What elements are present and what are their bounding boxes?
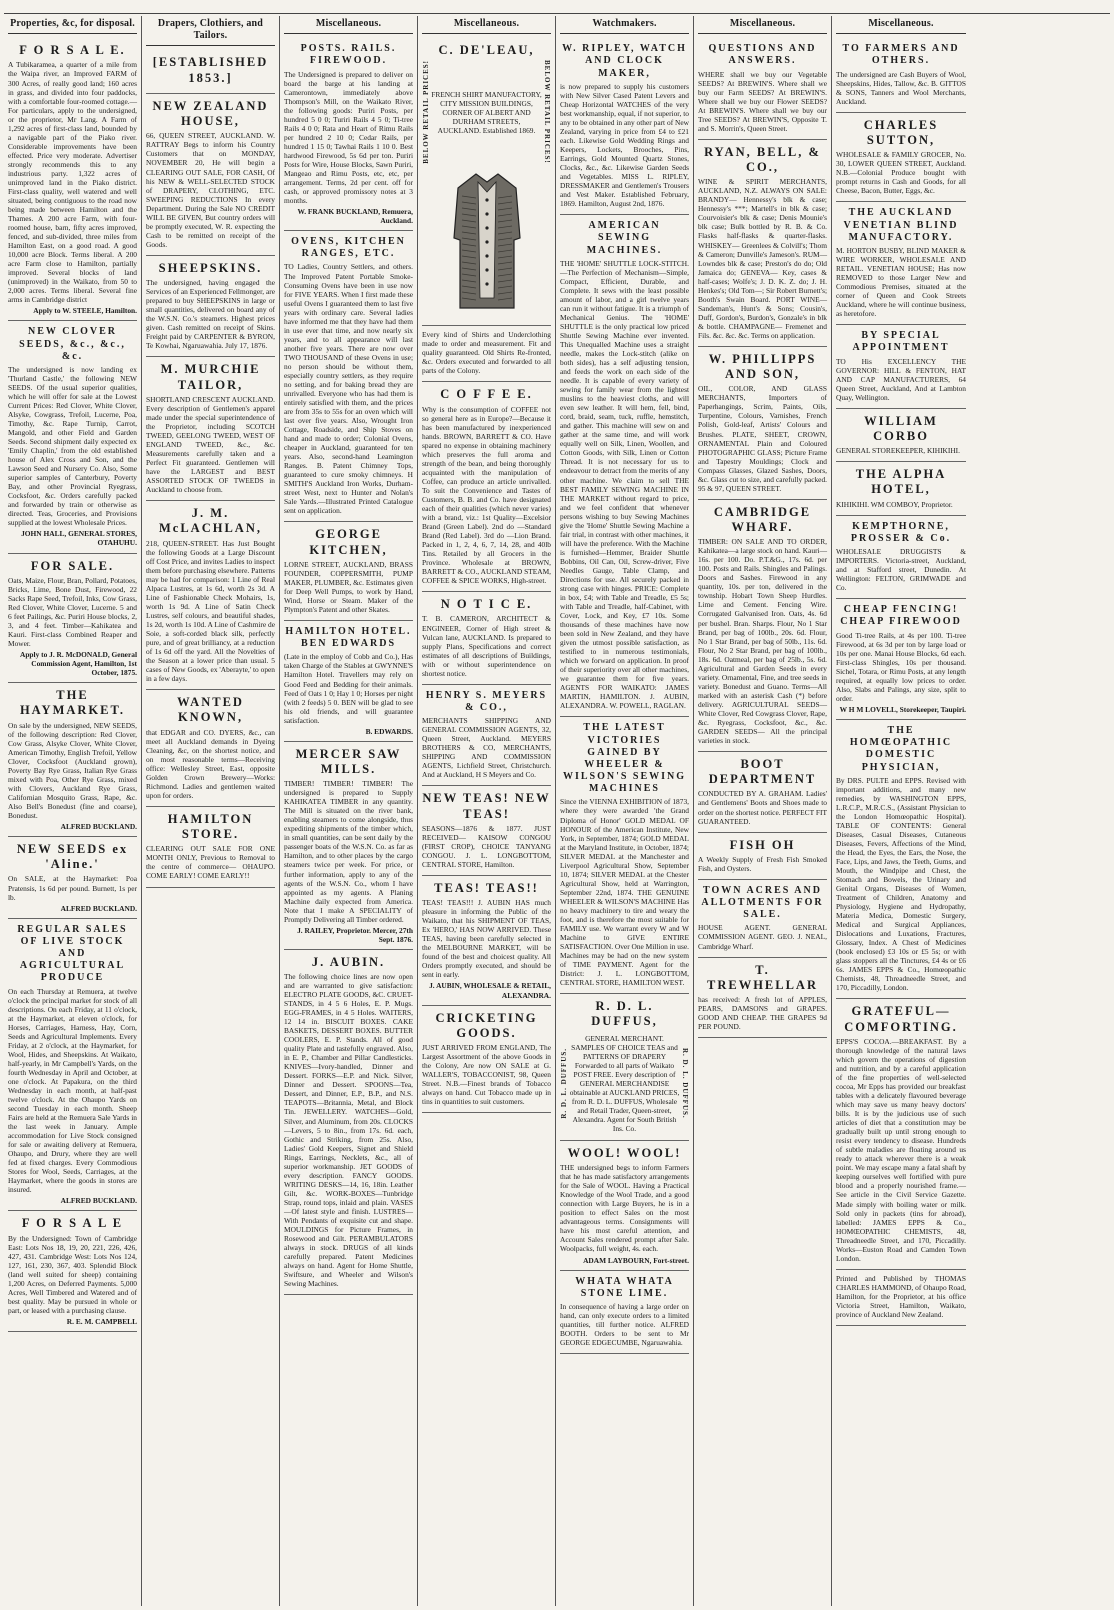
column-6 xyxy=(694,16,832,1606)
advertisement-title: F O R S A L E. xyxy=(19,43,126,58)
advertisement xyxy=(560,38,689,215)
advertisement-body: JUST ARRIVED FROM ENGLAND, The Largest Assortment of the above Goods in the Colony, Are now ON SALE at G. WALLER'S, TOBACCONIST, 98, Queen Street. N.B.—Finest brands of Tobacco always on hand. Cut Tobacco made up in tins in quantities to suit customers. xyxy=(422,1043,551,1107)
advertisement-title: POSTS. RAILS. FIREWOOD. xyxy=(300,43,397,67)
advertisement xyxy=(698,347,827,500)
advertisement xyxy=(560,1271,689,1355)
advertisement xyxy=(560,215,689,717)
column-header: Watchmakers. xyxy=(560,16,689,34)
advertisement-body: On each Thursday at Remuera, at twelve o'clock the principal market for stock of all descriptions. On each Friday, at 11 o'clock, at the Haymarket, at eleven o'clock, for Horses, Carriages, Harness, Hay, Corn, Seeds and Agricultural Implements. Every Friday, at 2 o'clock, at the Haymarket, for Wool, Hides, and Sheepskins. At Waikato, half-yearly, in Mr Campbell's Yards, on the fourth Wednesday in April and October, at one o'clock. At Papakura, on the third Wednesday in each month, at half-past twelve o'clock. At the Ohaupo Yards on second Tuesday in each month. Sheep Fairs are held at the Remuera Sale Yards in the last week in January. Ample accommodation for Live Stock consigned for sale or awaiting delivery at Remuera, Ohaupo, and Drury, where they are well fed at fixed charges. Every Commodious Stores for Wool, Seeds, Carriages, at the Haymarket, where the goods in stores are insured. xyxy=(8,986,137,1195)
column-4 xyxy=(418,16,556,1606)
advertisement-body: WHERE shall we buy our Vegetable SEEDS? At BREWIN'S. Where shall we buy our Farm SEEDS? At BREWIN'S. Where shall we buy our Flower SEEDS? At BREWIN'S. Where shall we buy our Tree SEEDS? At BREWIN'S, Opposite T. and S. Morrin's, Queen Street. xyxy=(698,69,827,133)
advertisement xyxy=(698,752,827,833)
advertisement-title: T. TREWHELLAR xyxy=(707,962,818,992)
advertisement xyxy=(422,326,551,382)
advertisement-title: RYAN, BELL, & CO., xyxy=(704,144,821,175)
advertisement xyxy=(422,876,551,1006)
advertisement-signature: ALFRED BUCKLAND. xyxy=(60,821,137,831)
advertisement-title: R. D. L. DUFFUS, xyxy=(591,999,658,1029)
advertisement-body: HOUSE AGENT. GENERAL COMMISSION AGENT. GEO. J. NEAL, Cambridge Wharf. xyxy=(698,923,827,951)
advertisement xyxy=(8,554,137,684)
advertisement-body: CONDUCTED BY A. GRAHAM. Ladies' and Gentlemens' Boots and Shoes made to order on the shortest notice. PERFECT FIT GUARANTEED. xyxy=(698,789,827,826)
advertisement xyxy=(698,833,827,880)
advertisement-body: WHOLESALE & FAMILY GROCER, No. 30, LOWER QUEEN STREET, Auckland. N.B.—Colonial Produce bought with prompt returns in Cash and Goods, for all Cheese, Bacon, Butter, Eggs, &c. xyxy=(836,150,966,196)
advertisement-body: Oats, Maize, Flour, Bran, Pollard, Potatoes, Bricks, Lime, Bone Dust, Firewood, 22 Sacks Rape Seed, Trefoil, Inks, Cow Grass, Red Clover, White Clover, Lucerne. 5 and 6 feet Pailings, &c. Puriri House blocks, 2, 3, and 4 feet. Timber—Kahikatea and Kauri. First-class Combined Reaper and Mower. xyxy=(8,575,137,648)
vertical-caption: R. D. L. DUFFUS. xyxy=(681,1047,689,1119)
advertisement-body: Why is the consumption of COFFEE not so general here as in Europe?—Because it has been manufactured by inexperienced hands. BROWN, BARRETT & CO. Have spared no expense in obtaining machinery which preserves the full aroma and strength of the bean, and being thoroughly acquainted with the manipulation of Coffee, can produce an article unrivalled. To suit the Convenience and Tastes of Customers, B. B. and Co. have designated each of their qualities (which never varies) with a brand, viz.: 1st Quality—Excelsior Brand (Green Label). 2nd do —Standard Brand (Red Label). 3rd do —Lion Brand. Packed in 1, 2, 4, 6, 7, 14, 28, and 40lb Tins. Retailed by all Grocers in the Province. Wholesale at BROWN, BARRETT & CO., AUCKLAND STEAM, COFFEE & SPICE WORKS, High-street. xyxy=(422,404,551,586)
advertisement xyxy=(422,592,551,684)
advertisement-title: WHATA WHATA STONE LIME. xyxy=(575,1275,674,1299)
advertisement-body: The Undersigned is prepared to deliver on board the barge at his landing at Camerontown, immediately above Thompson's Mill, on the Waikato River, the following goods: Puriri Posts, per hundred 5 0 0; Turiri Rails 4 5 0; Ti-tree Rails 4 0 0; Rata and Heart of Rimu Rails per hundred 2 10 0; Cedar Rails, per hundred 1 15 0; Tawhai Rails 1 10 0. Best hardwood Firewood, 5s 6d per ton. Puriri Posts for Wire, House Blocks, Sawn Puriri, Mangeao and Rimu Posts, etc, etc, per arrangement. Terms, 2d per cent. off for cash, or approved promissory notes at 3 months. xyxy=(284,69,413,205)
advertisement-title: J. AUBIN. xyxy=(311,954,386,969)
advertisement-title: QUESTIONS AND ANSWERS. xyxy=(708,43,817,67)
advertisement-title: AMERICAN SEWING MACHINES. xyxy=(586,220,663,256)
advertisement-title: THE ALPHA HOTEL, xyxy=(855,467,947,497)
advertisement xyxy=(146,50,275,94)
top-rule xyxy=(4,6,1110,14)
advertisement xyxy=(146,690,275,807)
advertisement xyxy=(146,807,275,888)
advertisement xyxy=(422,38,551,326)
advertisement xyxy=(836,1270,966,1326)
advertisement xyxy=(836,113,966,203)
advertisement xyxy=(836,325,966,409)
advertisement xyxy=(836,409,966,463)
illustrated-panel xyxy=(422,60,551,164)
advertisement-title: FOR SALE. xyxy=(30,558,115,573)
advertisement-body: By DRS. PULTE and EPPS. Revised with important additions, and many new remedies, by WASHINGTON EPPS, L.R.C.P., M.R.C.S., (Assistant Physician to the London Homœopathic Hospital). TABLE OF CONTENTS: General Diseases, Casual Diseases, Cutaneous Diseases, Fevers, Affections of the Mind, the Head, the Eyes, the Ears, the Nose, the Face, Lips, and Jaws, the Teeth, Gums, and Mouth, the Windpipe and Chest, the Stomach and Bowels, the Urinary and Genital Organs, Diseases of Women, Treatment of Children, Anatomy and Physiology, Hygiene and Hydropathy, Materia Medica, Domestic Surgery, Medical and Surgical Appliances, Dislocations and Luxations, Fractures, Glossary, Index. A Chest of Medicines (book enclosed) £3 10s or £5 5s; or with glass stoppers all the Tinctures, £4 4s or £6 6s. JAMES EPPS & Co., Homœopathic Chemists, 48, Threadneedle Street, and 170, Piccadilly, London. xyxy=(836,775,966,993)
advertisement-title: F O R S A L E xyxy=(21,1216,124,1231)
illustrated-panel xyxy=(560,1032,689,1135)
advertisement-title: OVENS, KITCHEN RANGES, ETC. xyxy=(291,236,406,260)
advertisement-body: SHORTLAND CRESCENT AUCKLAND. Every description of Gentlemen's apparel made under the special superintendence of the Proprietor, including SCOTCH TWEED, GEELONG TWEED, WEST OF ENGLAND TWEED, &c., &c. Measurements carefully taken and a Perfect Fit guaranteed. Gentlemen will have the LARGEST and BEST ASSORTED STOCK OF TWEEDS in Auckland to choose from. xyxy=(146,394,275,495)
advertisement-title: THE HAYMARKET. xyxy=(19,688,126,718)
column-2 xyxy=(142,16,280,1606)
advertisement-body: LORNE STREET, AUCKLAND, BRASS FOUNDER, COPPERSMITH, PUMP MAKER, PLUMBER, &c. Estimates given for Deep Well Pumps, to work by Hand, Wind, Horse or Steam. Maker of the Plympton's Patent and other Skates. xyxy=(284,559,413,614)
advertisement-body: 66, QUEEN STREET, AUCKLAND. W. RATTRAY Begs to inform his Country Customers that on MONDAY, NOVEMBER 20, He will begin a CLEARING OUT SALE, FOR CASH, Of his NEW & WELL-SELECTED STOCK of DRAPERY, CLOTHING, ETC. SWEEPING REDUCTIONS In every Department. During the Sale NO CREDIT WILL BE GIVEN, But country orders will be promptly executed, W. R. expecting the Cash to be remitted on receipt of the Goods. xyxy=(146,131,275,249)
advertisement-body: TEAS! TEAS!!! J. AUBIN HAS much pleasure in informing the Public of the Waikato, that his SHIPMENT OF TEAS, Ex 'HERO,' HAS NOW ARRIVED. These TEAS, having been carefully selected in the MELBOURNE MARKET, will be found of the best and choicest quality. All Orders promptly executed, and should be sent in early. xyxy=(422,898,551,980)
advertisement-body: CLEARING OUT SALE FOR ONE MONTH ONLY, Previous to Removal to the centre of commerce— OHAUPO. COME EARLY! COME EARLY!! xyxy=(146,844,275,881)
advertisement xyxy=(836,202,966,325)
advertisement xyxy=(698,140,827,347)
advertisement-title: CHARLES SUTTON, xyxy=(863,117,939,147)
advertisement-title: CAMBRIDGE WHARF. xyxy=(713,504,812,534)
advertisement-body: The undersigned are Cash Buyers of Wool, Sheepskins, Hides, Tallow, &c. B. GITTOS & SONS, Tanners and Wool Merchants, Auckland. xyxy=(836,69,966,106)
advertisement xyxy=(560,994,689,1141)
advertisement-signature: R. E. M. CAMPBELL xyxy=(66,1316,137,1326)
advertisement-body: TIMBER: ON SALE AND TO ORDER, Kahikatea—a large stock on hand. Kauri—16s. per 100. Do. P.T.&G., 17s. 6d. per 100. Posts and Rails. Shingles and Palings. Doors and Sashes. Firewood in any quantity, 10s. per ton, delivered in the township. Hobart Town Sheep Hurdles. Lime and Cement. Fencing Wire. Corrugated Galvanised Iron. Oats, 4s. 6d per bushel. Bran. Sharps. Flour, No 1 Star Brand, per bag of 100lb., 20s. 6d. Flour, No 1 Star Brand, per bag of 50lb., 11s. 6d. Flour, No 2 Star Brand, per bag of 100lb., 18s. 6d. Oatmeal, per bag of 25lb., 5s. 6d. Agricultural and Garden Seeds in every variety. Ornamental, Fine, and tree seeds in variety. Bonedust and Guano. Terms—All marked with an asterisk Cash (*) before delivery. AGRICULTURAL SEEDS— White Clover, Red Cowgrass Clover, Rape, &c. Ryegrass, Cocksfoot, &c., &c. GARDEN SEEDS— All the principal varieties in stock. xyxy=(698,537,827,745)
advertisement-body: MERCHANTS SHIPPING AND GENERAL COMMISSION AGENTS, 32, Queen Street, Auckland. MEYERS BROTHERS & CO, MERCHANTS, SHIPPING AND COMMISSION AGENTS, Lichfield Street, Christchurch. And at Auckland, H S Meyers and Co. xyxy=(422,716,551,780)
advertisement xyxy=(8,683,137,837)
advertisement-title: C. DE'LEAU, xyxy=(438,43,535,58)
column-header: Miscellaneous. xyxy=(284,16,413,34)
vertical-caption: R. D. L. DUFFUS. xyxy=(560,1047,568,1119)
advertisement-body: FRENCH SHIRT MANUFACTORY, CITY MISSION BUILDINGS, CORNER OF ALBERT AND DURHAM STREETS, AUCKLAND. Established 1869. xyxy=(431,89,542,135)
advertisement-signature: ALFRED BUCKLAND. xyxy=(60,1196,137,1206)
advertisement-title: NEW SEEDS ex 'Aline.' xyxy=(16,841,129,872)
advertisement-title: M. MURCHIE TAILOR, xyxy=(160,362,261,392)
advertisement-title: REGULAR SALES OF LIVE STOCK AND AGRICULTURAL PRODUCE xyxy=(17,923,128,984)
advertisement-title: MERCER SAW MILLS. xyxy=(295,746,402,776)
advertisement-body: A Weekly Supply of Fresh Fish Smoked Fish, and Oysters. xyxy=(698,854,827,873)
advertisement-signature: JOHN HALL, GENERAL STORES, OTAHUHU. xyxy=(21,529,137,548)
advertisement-body: The following choice lines are now open and are warranted to give satisfaction: ELECTRO PLATE GOODS, &C. CRUET-STANDS, in 4 5 6 Holes, E. P. Mugs. EGG-FRAMES, in 4 5 Holes. WAITERS, 12 14 in. BISCUIT BOXES. CAKE BASKETS, DESSERT BOXES. BUTTER COOLERS, E. P. Stands. All of good quality Plate and tastefully engraved. Also, in E. P., Chamber and Pillar Candlesticks. KNIVES—Ivory-handled, Dinner and Dessert. FORKS—E.P. and Nick. Silver, Dinner and Dessert. SPOONS—Tea, Dessert, and Dinner, E.P., B.P., and N.S. TEAPOTS—Britannia, Metal, and Block Tin. JEWELLERY. WATCHES—Gold, Silver, and Aluminum, from 20s. CLOCKS—Levers, 5 to 8in., from 17s. 6d. each, Gothic and Striking, from 25s. Also, Ladies' Gold Keepers, Signet and Shield Rings, Earrings, Necklets, &c., all of superior workmanship. JET GOODS of every description. FANCY GOODS. WRITING DESKS—14, 16, 18in. Leather Gilt, &c. WORK-BOXES—Tunbridge Strap, round tops, inlaid and plain. VASES—Of latest style and finish. LUSTRES—With Pendants of exquisite cut and shape. MOULDINGS for Picture Frames, in Rosewood and Gilt. PERAMBULATORS always in stock. DRUGS of all kinds carefully prepared. Patent Medicines always on hand. Agent for Home Shuttle, Swiftsure, and Wheeler and Wilson's Sewing Machines. xyxy=(284,972,413,1289)
advertisement-title: GRATEFUL—COMFORTING. xyxy=(844,1004,958,1034)
advertisement xyxy=(146,501,275,690)
advertisement-body: WHOLESALE DRUGGISTS & IMPORTERS. Victoria-street, Auckland, and at Stafford street, Dunedin. At Wellington: FELTON, GRIMWADE and Co. xyxy=(836,547,966,593)
advertisement-body: KIHIKIHI. WM COMBOY, Proprietor. xyxy=(836,499,953,509)
advertisement xyxy=(8,1211,137,1332)
advertisement-title: C O F F E E. xyxy=(440,387,533,402)
shirt-illustration xyxy=(448,168,526,316)
advertisement xyxy=(284,231,413,522)
advertisement xyxy=(836,516,966,600)
advertisement-title: WOOL! WOOL! xyxy=(567,1145,682,1160)
advertisement-title: FISH OH xyxy=(729,837,796,852)
advertisement-body: is now prepared to supply his customers with New Silver Cased Patent Levers and Cheap Horizontal WATCHES of the very best workmanship, equal, if not superior, to any to be obtained in any other part of New Zealand, varying in price from £4 to £21 each. Likewise Gold Wedding Rings and Keepers, Lockets, Brooches, Pins, Earrings, Gold Mounted Quartz Stones, Clocks, &c., &c. Likewise Garden Seeds and Vegetables. MISS L. RIPLEY, DRESSMAKER and Gentlemen's Trousers and Vest Maker. Established February, 1869. Hamilton, August 2nd, 1876. xyxy=(560,81,689,209)
advertisement-title: N O T I C E. xyxy=(440,597,533,612)
advertisement-body: GENERAL STOREKEEPER, KIHIKIHI. xyxy=(836,446,960,456)
advertisement xyxy=(8,919,137,1212)
advertisement-signature: ALFRED BUCKLAND. xyxy=(60,903,137,913)
advertisement-title: WANTED KNOWN, xyxy=(177,695,244,725)
advertisement-body: 218, QUEEN-STREET. Has Just Bought the following Goods at a Large Discount off Cost Price, and invites Ladies to inspect them before purchasing elsewhere. Patterns may be had for comparison: 1 Line of Real Alpaca Lustres, at 1s 6d, worth 2s 3d. A Line of Fashionable Check Mohairs, 1s, worth 1s 9d. A Line of Satin Check Lustres, self colours, and beautiful shades, 1s 2d, worth 1s 10d. A Line of Cashmire de Soie, a soft-corded black silk, perfectly pure, and of great brilliancy, at a reduction of 1s 6d off the yard. All the Novelties of the Season at a lower price than usual. 5 cases of New Goods, ex 'Aberayte,' to open in a few days. xyxy=(146,538,275,684)
advertisement xyxy=(698,38,827,140)
column-header: Miscellaneous. xyxy=(698,16,827,34)
vertical-caption: BELOW RETAIL PRICES! xyxy=(543,60,551,165)
advertisement xyxy=(284,522,413,621)
advertisement-body: Every kind of Shirts and Underclothing made to order and measurement. Fit and quality guaranteed. Old Shirts Re-fronted, &c. Orders executed and forwarded to all parts of the Colony. xyxy=(422,330,551,376)
advertisement xyxy=(422,685,551,787)
advertisement-body: GENERAL MERCHANT. SAMPLES OF CHOICE TEAS and PATTERNS OF DRAPERY Forwarded to all parts of Waikato POST FREE. Every description of GENERAL MERCHANDISE obtainable at AUCKLAND PRICES, from R. D. L. DUFFUS, Wholesale and Retail Trader, Queen-street, Alexandra. Agent for South British Ins. Co. xyxy=(569,1033,680,1133)
advertisement xyxy=(284,742,413,950)
advertisement-body: SEASONS—1876 & 1877. JUST RECEIVED— KAISOW CONGOU (FIRST CROP), CHOICE TANYANG CONGOU. J. L. LONGBOTTOM, CENTRAL STORE, Hamilton. xyxy=(422,823,551,869)
advertisement-title: THE LATEST VICTORIES GAINED BY WHEELER & WILSON'S SEWING MACHINES xyxy=(562,722,687,795)
advertisement-title: J. M. McLACHLAN, xyxy=(159,506,262,536)
advertisement-title: BY SPECIAL APPOINTMENT xyxy=(852,330,950,354)
advertisement-body: A Tubikaramea, a quarter of a mile from the Waipa river, an Improved FARM of 300 Acres, of really good land; 160 acres in grass, and divided into four paddocks, with a comfortable four-roomed cottage.—For particulars, apply to the undersigned, or the proprietor, Mr Lang. A Farm of 1,292 acres of first-class land, bounded by a navigable part of the Piako river. Considerable improvements have been effected. Price very moderate. Advertiser strongly recommends this to any industrious party. 1,322 acres of unimproved land in the Piako district. First-class quality, well watered and well situated, being contiguous to the road now being made between Hamilton and the Thames. A 200 acre Farm, with four-roomed house, barn, fifty acres improved, fenced, and sub-divided, three miles from Hamilton East, on a good road. A good 10,000 acre Block. Terms liberal. A 200 acre Farm close to Hamilton, partially improved. Several blocks of land (unimproved) in the Waikato, from 50 to 2,000 acres. Terms liberal. Several fine arms in Cambridge district xyxy=(8,60,137,305)
advertisement-body: has received: A fresh lot of APPLES, PEARS, DAMSONS and GRAPES. GOOD AND CHEAP. THE GRAPES 9d PER POUND. xyxy=(698,995,827,1032)
columns-container xyxy=(4,16,1110,1606)
advertisement-body: T. B. CAMERON, ARCHITECT & ENGINEER, Corner of High street & Vulcan lane, AUCKLAND. Is prepared to supply Plans, Specifications and correct estimates of all descriptions of Buildings, with or without superintendence on shortest notice. xyxy=(422,614,551,678)
advertisement-body: that EDGAR and CO. DYERS, &c., can meet all Auckland demands in Dyeing Cleaning, &c, on the shortest notice, and on most reasonable terms—Receiving office: Wellesley Street, East, opposite Golden Crown Brewery—Works: Richmond. Ladies and gentlemen waited upon for orders. xyxy=(146,727,275,800)
advertisement-signature: B. EDWARDS. xyxy=(365,726,413,736)
advertisement xyxy=(422,1006,551,1114)
advertisement-body: TIMBER! TIMBER! TIMBER! The undersigned is prepared to Supply KAHIKATEA TIMBER in any quantity. The Mill is situated on the river bank, enabling steamers to come alongside, thus expediting shipments of the timber which, in small quantities, can be sent daily by the passenger boats of the W.S.N. Co. as far as Hamilton, and to other places by the cargo steamers twice per week. For price, or further information, apply to any of the agents of the W.S.N. Co., whom I have appointed as my agents. A Planing Machine daily expected from America. Note that I make A SPECIALITY of Promptly Delivering all Timber ordered. xyxy=(284,779,413,924)
column-3 xyxy=(280,16,418,1606)
advertisement-title: WILLIAM CORBO xyxy=(864,413,938,443)
advertisement xyxy=(8,38,137,321)
advertisement xyxy=(698,958,827,1039)
advertisement-title: [ESTABLISHED 1853.] xyxy=(152,55,269,85)
advertisement-title: TOWN ACRES AND ALLOTMENTS FOR SALE. xyxy=(701,884,824,921)
advertisement-title: KEMPTHORNE, PROSSER & Co. xyxy=(850,520,952,544)
advertisement xyxy=(422,382,551,592)
advertisement-title: CHEAP FENCING! CHEAP FIREWOOD xyxy=(840,604,962,628)
advertisement-title: TEAS! TEAS!! xyxy=(434,880,539,895)
advertisement-title: BOOT DEPARTMENT xyxy=(708,756,817,787)
advertisement-title: THE HOMŒOPATHIC DOMESTIC PHYSICIAN, xyxy=(849,724,953,773)
advertisement-signature: W. FRANK BUCKLAND, Remuera, Auckland. xyxy=(297,207,413,226)
advertisement-body: In consequence of having a large order on hand, can only execute orders to a limited quantities, till further notice. ALFRED BOOTH. Orders to be sent to Mr GEORGE EDGECUMBE, Ngaruawahia. xyxy=(560,1301,689,1348)
advertisement xyxy=(836,599,966,720)
advertisement xyxy=(698,880,827,958)
advertisement-body: OIL, COLOR, AND GLASS MERCHANTS, Importers of Paperhangings, Scrim, Paints, Oils, Turpentine, Colours, Varnishes, French Polish, Gold-leaf, Artists' Colours and Brushes. PLATE, SHEET, CROWN, ORNAMENTAL Plain and Coloured PHOTOGRAPHIC GLASS; Picture Frame and Tapestry Mouldings; Clock and Compass Glasses, Glazed Sashes, Doors, &c. Glass cut to size, and carefully packed. 95 & 97, QUEEN STREET. xyxy=(698,384,827,493)
advertisement-body: Printed and Published by THOMAS CHARLES HAMMOND, of Ohaupo Road, Hamilton, for the Proprietor, at his office Victoria Street, Hamilton, Waikato, province of Auckland New Zealand. xyxy=(836,1273,966,1319)
advertisement-body: THE undersigned begs to inform Farmers that he has made satisfactory arrangements for the Sale of WOOL. Having a Practical Knowledge of the Wool Trade, and a good connection with Large Buyers, he is in a position to effect Sales on the most advantageous terms. Consignments will have his most careful attention, and Account Sales rendered prompt after Sale. Woolpacks, full weight, 4s. each. xyxy=(560,1163,689,1254)
advertisement-signature: W H M LOVELL, Storekeeper, Taupiri. xyxy=(839,704,966,714)
advertisement-signature: J. AUBIN, WHOLESALE & RETAIL, ALEXANDRA. xyxy=(429,981,551,1000)
advertisement xyxy=(560,1141,689,1271)
advertisement-title: NEW ZEALAND HOUSE, xyxy=(152,98,269,129)
advertisement-body: THE 'HOME' SHUTTLE LOCK-STITCH.—The Perfection of Mechanism—Simple, Compact, Efficient, Durable, and Complete. It sews with the least possible amount of labor, and a girl twelve years can run it without fatigue. It is a triumph of Mechanical Genius. The 'HOME' SHUTTLE is the only practical low priced Shuttle Sewing Machine ever invented. This Unequalled Machine uses a straight needle, makes the Lock-stitch (alike on both sides), has a self adjusting tension, and feeds the work on each side of the needle. It is capable of every variety of sewing for family wear from the lightest muslins to the heaviest cloths, and will even sew leather. It will hem, fell, bind, cord, braid, seam, tuck, ruffle, hemstitch, and gather. This machine will sew on and gather at the same time, and will work equally well on Silk, Linen, Woollen, and Cotton Goods, with Silk, Linen or Cotton Thread. It is not necessary for us to endeavour to detract from the merits of any other machine. We claim to sell THE BEST FAMILY SEWING MACHINE IN THE MARKET without regard to price, and we feel confident that whenever persons wishing to buy Sewing Machines give the 'Home' Shuttle Sewing Machine a fair trial, in contrast with other machines, it will have the preference. With the Machine is furnished—Hemmer, Braider Shuttle Bobbins, Oil Can, Oil, Screw-driver, Five Needles Gauge, Table Clamp, and Directions for use. All securely packed in strong case with hinges. PRICE: Complete in box, £4; with Table and Treadle, £5 5s; with Table and Treadle, half-Cabinet, with Cover, Lock, and Key, £7 10s. Some thousands of these machines have now been sold in New Zealand, and they have given the utmost possible satisfaction, as testified to in numerous testimonials, which we forward on application. In proof of their superiority over all other machines, we guarantee them for five years. AGENTS FOR WAIKATO: JAMES MARTIN, HAMILTON. J. AUBIN, ALEXANDRA. W. POWELL, RAGLAN. xyxy=(560,258,689,711)
advertisement-body: EPPS'S COCOA.—BREAKFAST. By a thorough knowledge of the natural laws which govern the operations of digestion and nutrition, and by a careful application of the fine properties of well-selected cocoa, Mr Epps has provided our breakfast tables with a delicately flavoured beverage which may save us many heavy doctors' bills. It is by the judicious use of such articles of diet that a constitution may be gradually built up until strong enough to resist every tendency to disease. Hundreds of subtle maladies are floating around us ready to attack wherever there is a weak point. We may escape many a fatal shaft by keeping ourselves well fortified with pure blood and a properly nourished frame.—See article in the Civil Service Gazette. Made simply with boiling water or milk. Sold only in packets (tins for abroad), labelled: JAMES EPPS & Co., HOMŒOPATHIC CHEMISTS, 48, Threadneedle Street, and 170, Piccadilly. Works—Euston Road and Camden Town London. xyxy=(836,1036,966,1263)
advertisement-body: M. HORTON BUSBY, BLIND MAKER & WIRE WORKER, WHOLESALE AND RETAIL. VENETIAN HOUSE; Has now REMOVED to those Larger New and Commodious Premises, situated at the corner of Queen and Cook Streets Auckland, where he will continue business, as heretofore. xyxy=(836,245,966,319)
advertisement-title: NEW CLOVER SEEDS, &c., &c., &c. xyxy=(19,326,126,362)
advertisement-signature: Apply to W. STEELE, Hamilton. xyxy=(33,306,137,316)
advertisement xyxy=(146,256,275,358)
advertisement-title: NEW TEAS! NEW TEAS! xyxy=(422,791,551,821)
advertisement xyxy=(836,462,966,516)
advertisement-body: WINE & SPIRIT MERCHANTS, AUCKLAND, N.Z. ALWAYS ON SALE: BRANDY— Hennessy's blk & case; Hennessy's ***; Martell's in blk & case; Courvoisier's blk & case; Denis Mounie's blk case; Bulk bottled by R. B. & Co. Flasks half-flasks & quarter-flasks. WHISKEY— Greenlees & Colvill's; Thom & Cameron; Dunville's Jameson's. RUM— Lowndes blk & case; Preston's do do; Old Jamaica do; GENEVA— Key, cases & half-cases; Wolfe's; J. D. K. Z. do; J. H. Henkes's; Old Tom—; Sir Robert Burnett's; Booth's Swain Board. PORT WINE— Sandeman's, Hunt's & Sons; Cousin's, Duff, Gordon's, Burdon's, Gonzale's in blk & bottle. CHAMPAGNE— Fremenet and Fils. &c. &c. &c. Terms on application. xyxy=(698,177,827,340)
advertisement-title: THE AUCKLAND VENETIAN BLIND MANUFACTORY. xyxy=(843,207,959,243)
advertisement xyxy=(284,38,413,231)
column-7 xyxy=(832,16,970,1606)
column-header: Miscellaneous. xyxy=(836,16,966,34)
advertisement-title: CRICKETING GOODS. xyxy=(435,1010,538,1040)
advertisement-signature: J. RAILEY, Proprietor. Mercer, 27th Sept. 1876. xyxy=(297,925,413,944)
advertisement-body: The undersigned is now landing ex 'Thurland Castle,' the following NEW SEEDS. Of the usual superior qualities, which he will offer for sale at the Lowest Current Prices: Red Clover, White Clover, Alsyke, Cowgrass, Trefoil, Lucerne, Poa, Timothy, &c. Rape Turnip, Carrot, Mangold, and other Field and Garden Seeds. Second shipment daily expected ex 'Emily Chaplin,' from the old established house of Alex Cross and Son, and the Lawson Seed and Nursery Co. Also, Some superior samples of Canterbury, Poverty Bay, and other Provincial Ryegrass, Cocksfoot, &c. Orders carefully packed and forwarded by train or otherwise as directed. Teas, Groceries, and Provisions supplied at the lowest Wholesale Prices. xyxy=(8,364,137,528)
column-header: Miscellaneous. xyxy=(422,16,551,34)
advertisement-body: Since the VIENNA EXHIBITION of 1873, where they were awarded 'the Grand Diploma of Honor' GOLD MEDAL OF HONOUR of the American Institute, New York, in September, 1874; GOLD MEDAL at the Maryland Institute, in October, 1874; SILVER MEDAL at the Manchester and Liverpool Agricultural Show, September 10, 1874; SILVER MEDAL at the Chester Agricultural Show, held at Warrington, September 22nd, 1874. THE GENUINE WHEELER & WILSON'S MACHINE Has no heavy machinery to tire and weary the foot, and is therefore the most suitable for FAMILY use. We warrant every W and W Machine to GIVE ENTIRE SATISFACTION. Over One Million in use. Machines may be had on the new system of TIME PAYMENT. Agent for the District: J. L. LONGBOTTOM, CENTRAL STORE, HAMILTON WEST. xyxy=(560,797,689,988)
column-5 xyxy=(556,16,694,1606)
advertisement xyxy=(422,786,551,876)
advertisement xyxy=(836,720,966,1000)
advertisement-title: HENRY S. MEYERS & CO., xyxy=(425,689,548,713)
advertisement xyxy=(284,621,413,742)
advertisement-title: SHEEPSKINS. xyxy=(158,260,263,275)
advertisement-title: HAMILTON STORE. xyxy=(167,811,254,842)
column-header: Properties, &c, for disposal. xyxy=(8,16,137,34)
advertisement xyxy=(836,999,966,1269)
advertisement xyxy=(284,950,413,1295)
advertisement-body: On sale by the undersigned, NEW SEEDS, of the following description: Red Clover, Cow Grass, Alsyke Clover, White Clover, American Timothy, English Trefoil, Yellow Clover, Cocksfoot (Auckland grown), Poverty Bay Rye Grass, Italian Rye Grass mixed with Poa, Other Rye Grass, mixed with Clovers, Auckland Rye Grass, Californian Mosquito Grass, Rape, &c. Also Bell's Bonedust (fine and coarse), Bonedust. xyxy=(8,720,137,820)
advertisement-title: W. RIPLEY, WATCH AND CLOCK MAKER, xyxy=(562,43,687,79)
advertisement-title: GEORGE KITCHEN, xyxy=(309,527,388,557)
advertisement-body: TO Ladies, Country Settlers, and others. The Improved Patent Portable Smoke-Consuming Ovens have been in use now for FIVE YEARS. When I first made these useful Ovens I guaranteed them to last five years with ordinary care. Several ladies have informed me that they have had them in use ever that time, and now nearly six years, and to all appearance will last another five years. There are now over TWO THOUSAND of these Ovens in use; no person should be without them, especially country settlers, as they require no setting, and for baking bread they are unrivalled. Everyone who has had them is entirely satisfied with them, and the prices are from 35s to 55s for an oven which will last over five years. Also, Wrought Iron Cottage, Roadside, and Ship Stoves on hand and made to order; Colonial Ovens, cheaper in Auckland, guaranteed for ten years. Also, second-hand Leamington Ranges. B. Patent Chimney Tops, guaranteed to cure smoky chimneys. H SMITH'S Auckland Iron Works, Durham-street West, next to Hunter and Nolan's Sale Yards.—Illustrated Printed Catalogue sent on application. xyxy=(284,262,413,516)
advertisement-title: W. PHILLIPPS AND SON, xyxy=(708,351,817,382)
advertisement xyxy=(836,38,966,113)
advertisement-body: Good Ti-tree Rails, at 4s per 100. Ti-tree Firewood, at 6s 3d per ton by large load or 10s per one. Manai House Blocks, 6d each. First-class Shingles, 10s per thousand. Sichel, Totara, or Rimu Posts, at any length required, at equally low prices to order. Also, Slabs and Palings, any size, split to order. xyxy=(836,630,966,703)
advertisement-signature: ADAM LAYBOURN, Fort-street. xyxy=(583,1255,689,1265)
advertisement xyxy=(698,500,827,752)
advertisement-body: The undersigned, having engaged the Services of an Experienced Fellmonger, are prepared to buy SHEEPSKINS in large or small quantities, delivered on board any of the W.S.N. Co.'s steamers. Highest prices given. Cash remitted on receipt of Skins. Freight paid by CARPENTER & BYRON, Te Kowhai, Ngaruawahia. July 17, 1876. xyxy=(146,278,275,351)
advertisement xyxy=(8,321,137,553)
advertisement xyxy=(8,837,137,919)
advertisement xyxy=(560,717,689,994)
advertisement-body: By the Undersigned: Town of Cambridge East: Lots Nos 18, 19, 20, 221, 226, 426, 427, 431. Cambridge West: Lots Nos 124, 127, 161, 230, 367, 403. Splendid Block (land well suited for sheep) containing 1,200 Acres, on Deferred Payments. 5,000 Acres, Well Timbered and Watered and of best quality. May be pursued in whole or part, or leased with a purchasing clause. xyxy=(8,1233,137,1315)
advertisement-body: TO His EXCELLENCY THE GOVERNOR: HILL & FENTON, HAT AND CAP MANUFACTURERS, 64 Queen Street, Auckland, And at Lambton Quay, Wellington. xyxy=(836,356,966,402)
vertical-caption: BELOW RETAIL PRICES! xyxy=(422,60,430,165)
advertisement-body: (Late in the employ of Cobb and Co.), Has taken Charge of the Stables at GWYNNE'S Hamilton Hotel. Travellers may rely on Good Feed and Bedding for their animals. Feed of Oats 1 0; Hay 1 0; Horses per night (with 2 feeds) 5 0. BEN will be glad to see his old friends, and will guarantee satisfaction. xyxy=(284,652,413,725)
advertisement-title: HAMILTON HOTEL. BEN EDWARDS xyxy=(285,626,412,650)
column-1 xyxy=(4,16,142,1606)
advertisement xyxy=(146,357,275,501)
column-header: Drapers, Clothiers, and Tailors. xyxy=(146,16,275,46)
advertisement-signature: Apply to J. R. McDONALD, General Commission Agent, Hamilton, 1st October, 1875. xyxy=(19,650,137,678)
advertisement-title: TO FARMERS AND OTHERS. xyxy=(842,43,960,67)
advertisement-body: On SALE, at the Haymarket: Poa Pratensis, 1s 6d per pound. Burnett, 1s per lb. xyxy=(8,874,137,902)
advertisement xyxy=(146,94,275,256)
